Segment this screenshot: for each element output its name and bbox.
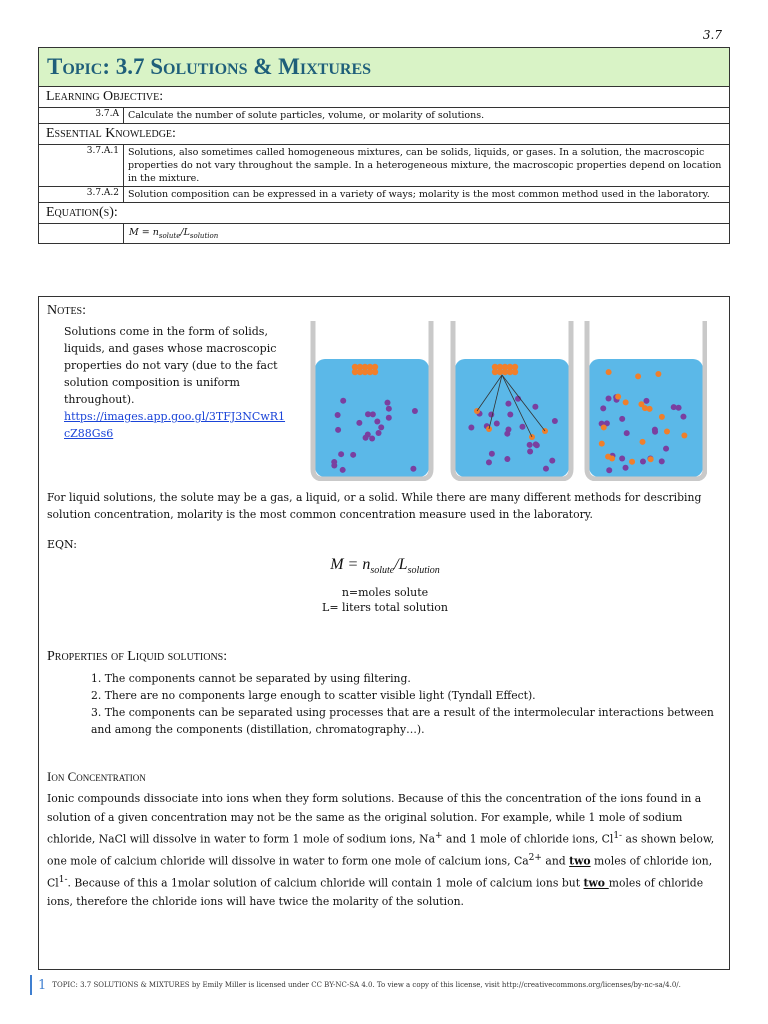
intro-text: Solutions come in the form of solids, liquids, and gases whose macroscopic properties do not vary (due to the fact solution composition is uniform throughout). <box>64 325 278 406</box>
para-liquid-solutions: For liquid solutions, the solute may be a gas, a liquid, or a solid. While there are many different methods for describing solution concentration, molarity is the most common concentration measure used in the laboratory. <box>47 491 702 521</box>
solvent-particle <box>643 398 649 404</box>
solute-particle <box>640 439 646 445</box>
solvent-particle <box>384 400 390 406</box>
solvent-particle <box>486 459 492 465</box>
page-number: 3.7 <box>702 28 722 42</box>
ek-code: 3.7.A.2 <box>39 187 124 203</box>
beakers-illustration <box>307 319 707 481</box>
learning-objective-heading: Learning Objective: <box>39 87 730 108</box>
solvent-particle <box>340 398 346 404</box>
solvent-particle <box>505 401 511 407</box>
lo-text: Calculate the number of solute particles, volume, or molarity of solutions. <box>124 108 730 124</box>
solvent-particle <box>376 430 382 436</box>
eqn-label: EQN: <box>47 538 77 551</box>
solvent-particle <box>489 451 495 457</box>
image-link[interactable]: https://images.app.goo.gl/3TFJ3NCwR1cZ88Gs6 <box>64 410 286 440</box>
solvent-particle <box>623 465 629 471</box>
properties-heading: Properties of Liquid solutions: <box>47 649 228 664</box>
solvent-particle <box>412 408 418 414</box>
topic-table <box>38 47 730 244</box>
equations-heading: Equation(s): <box>39 203 730 224</box>
notes-box <box>38 296 730 970</box>
molarity-equation: $M = n_{solute}/L_{solution}$ <box>330 556 440 577</box>
solvent-particle <box>338 451 344 457</box>
solvent-particle <box>606 467 612 473</box>
solute-particle <box>681 433 687 439</box>
solvent-particle <box>507 411 513 417</box>
solute-particle <box>659 414 665 420</box>
solvent-particle <box>663 446 669 452</box>
solute-particle <box>629 459 635 465</box>
equation-short: $M = n_{solute}/L_{solution}$ <box>124 224 730 244</box>
solvent-particle <box>543 466 549 472</box>
solvent-particle <box>335 427 341 433</box>
solvent-particle <box>504 456 510 462</box>
solute-particle <box>647 406 653 412</box>
solvent-particle <box>331 463 337 469</box>
solvent-particle <box>671 404 677 410</box>
solvent-particle <box>519 424 525 430</box>
solute-cluster-particle <box>372 369 378 375</box>
solute-particle <box>638 401 644 407</box>
list-item: 1. The components cannot be separated by using filtering. <box>91 672 411 685</box>
title-cell <box>39 48 730 87</box>
solvent-particle <box>659 458 665 464</box>
footer-page-number: 1 <box>38 977 47 993</box>
solute-particle <box>655 371 661 377</box>
list-item: 2. There are no components large enough to scatter visible light (Tyndall Effect). <box>91 689 536 702</box>
solvent-particle <box>410 466 416 472</box>
solvent-particle <box>468 425 474 431</box>
solvent-particle <box>365 411 371 417</box>
license-text: TOPIC: 3.7 SOLUTIONS & MIXTURES by Emily Miller is licensed under CC BY-NC-SA 4.0. To view a copy of this license, visit http://creativecommons.org/licenses/by-nc-sa/4.0/. <box>52 981 681 989</box>
solvent-particle <box>350 452 356 458</box>
ion-concentration-heading: Ion Concentration <box>47 769 146 784</box>
solvent-particle <box>505 427 511 433</box>
ion-concentration-text: Ionic compounds dissociate into ions when they form solutions. Because of this the concentration of the ions found in a solution of a given concentration may not be the same as the original solution. For example, while 1 mole of sodium chloride, NaCl will dissolve in water to form 1 mole of sodium ions, Na+ and 1 mole of chloride ions, $Cl^{1-}$ as shown below, one mole of calcium chloride will dissolve in water to form one mole of calcium ions, $Ca^{2+}$ and two moles of chloride ion, $Cl^{1-}$. Because of this a 1molar solution of calcium chloride will contain 1 mole of calcium ions but two moles of chloride ions, therefore the chloride ions will have twice the molarity of the solution. <box>47 792 715 909</box>
solute-particle <box>623 399 629 405</box>
solvent-particle <box>378 424 384 430</box>
solute-particle <box>599 441 605 447</box>
solvent-particle <box>386 415 392 421</box>
def-n: n=moles solute <box>341 586 429 599</box>
solvent-particle <box>624 430 630 436</box>
topic-title: Topic: 3.7 Solutions & Mixtures <box>47 54 372 79</box>
solvent-particle <box>363 435 369 441</box>
solvent-particle <box>335 412 341 418</box>
solute-particle <box>648 456 654 462</box>
solvent-particle <box>527 442 533 448</box>
solvent-particle <box>494 420 500 426</box>
solute-cluster-particle <box>512 369 518 375</box>
solvent-particle <box>680 414 686 420</box>
solvent-particle <box>619 416 625 422</box>
solute-particle <box>635 373 641 379</box>
solvent-particle <box>600 405 606 411</box>
lo-code: 3.7.A <box>39 108 124 124</box>
solvent-particle <box>386 406 392 412</box>
solvent-particle <box>527 449 533 455</box>
notes-intro <box>64 323 289 442</box>
list-item: 3. The components can be separated using processes that are a result of the intermolecular interactions between and among the components (distillation, chromatography…). <box>91 706 714 736</box>
properties-list <box>91 670 721 738</box>
solvent-particle <box>652 429 658 435</box>
solvent-particle <box>606 396 612 402</box>
ek-text: Solution composition can be expressed in a variety of ways; molarity is the most common method used in the laboratory. <box>124 187 730 203</box>
solute-particle <box>601 424 607 430</box>
solute-particle <box>609 455 615 461</box>
solute-particle <box>664 428 670 434</box>
essential-knowledge-heading: Essential Knowledge: <box>39 124 730 145</box>
ek-text: Solutions, also sometimes called homogeneous mixtures, can be solids, liquids, or gases. In a solution, the macroscopic properties do not vary throughout the sample. In a heterogeneous mixture, the macroscopic properties depend on location in the mixture. <box>124 145 730 187</box>
beaker-liquid <box>315 359 429 477</box>
def-l: L= liters total solution <box>322 601 448 614</box>
ek-code: 3.7.A.1 <box>39 145 124 187</box>
solvent-particle <box>640 459 646 465</box>
solvent-particle <box>356 420 362 426</box>
solvent-particle <box>552 418 558 424</box>
footer <box>30 975 681 995</box>
eqn-definitions <box>39 585 731 615</box>
solvent-particle <box>532 404 538 410</box>
eq-code-empty <box>39 224 124 244</box>
solvent-particle <box>533 441 539 447</box>
solute-particle <box>615 394 621 400</box>
solute-particle <box>606 369 612 375</box>
solvent-particle <box>549 458 555 464</box>
solvent-particle <box>374 418 380 424</box>
solvent-particle <box>619 455 625 461</box>
solvent-particle <box>340 467 346 473</box>
footer-bar <box>30 975 32 995</box>
notes-heading: Notes: <box>47 303 86 318</box>
